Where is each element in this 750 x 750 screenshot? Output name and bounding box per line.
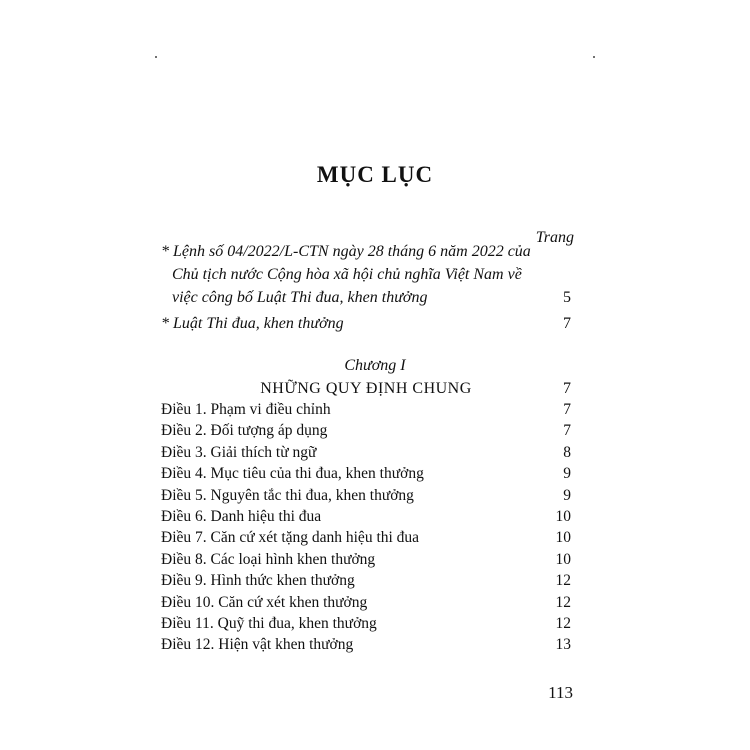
toc-row: Điều 8. Các loại hình khen thưởng 10: [161, 550, 571, 568]
chapter-page-number: 7: [563, 380, 571, 397]
toc-row: Điều 7. Căn cứ xét tặng danh hiệu thi đua 10: [161, 529, 571, 547]
chapter-heading: [161, 378, 571, 400]
speck: [593, 56, 595, 58]
toc-row: Điều 10. Căn cứ xét khen thưởng 12: [161, 593, 571, 611]
chapter-number: Chương I: [344, 357, 406, 374]
page-number: 113: [548, 683, 573, 702]
toc-row: Điều 12. Hiện vật khen thưởng 13: [161, 636, 571, 654]
toc-row: Điều 6. Danh hiệu thi đua 10: [161, 507, 571, 525]
entry-line: * Luật Thi đua, khen thưởng 7: [161, 312, 571, 335]
chapter-title: NHỮNG QUY ĐỊNH CHUNG: [260, 380, 472, 397]
toc-row: Điều 3. Giải thích từ ngữ 8: [161, 443, 571, 461]
page-title: MỤC LỤC: [316, 162, 434, 187]
toc-article-list: [161, 399, 571, 656]
toc-row: Điều 4. Mục tiêu của thi đua, khen thưởng 9: [161, 465, 571, 483]
entry-line: * Lệnh số 04/2022/L-CTN ngày 28 tháng 6 năm 2022 của: [161, 243, 531, 260]
intro-entry-law: [161, 312, 571, 335]
toc-row: Điều 9. Hình thức khen thưởng 12: [161, 572, 571, 590]
toc-row: Điều 11. Quỹ thi đua, khen thưởng 12: [161, 614, 571, 632]
entry-page-number: 7: [563, 315, 571, 332]
entry-line: việc công bố Luật Thi đua, khen thưởng 5: [161, 286, 571, 309]
entry-line: Chủ tịch nước Cộng hòa xã hội chủ nghĩa Việt Nam về: [172, 266, 522, 283]
toc-row: Điều 2. Đối tượng áp dụng 7: [161, 422, 571, 440]
intro-entry-decree: [161, 240, 571, 309]
toc-row: Điều 1. Phạm vi điều chỉnh 7: [161, 401, 571, 418]
toc-row: Điều 5. Nguyên tắc thi đua, khen thưởng 9: [161, 486, 571, 504]
page-column-label: Trang: [535, 229, 574, 246]
speck: [155, 56, 157, 58]
entry-page-number: 5: [563, 289, 571, 306]
